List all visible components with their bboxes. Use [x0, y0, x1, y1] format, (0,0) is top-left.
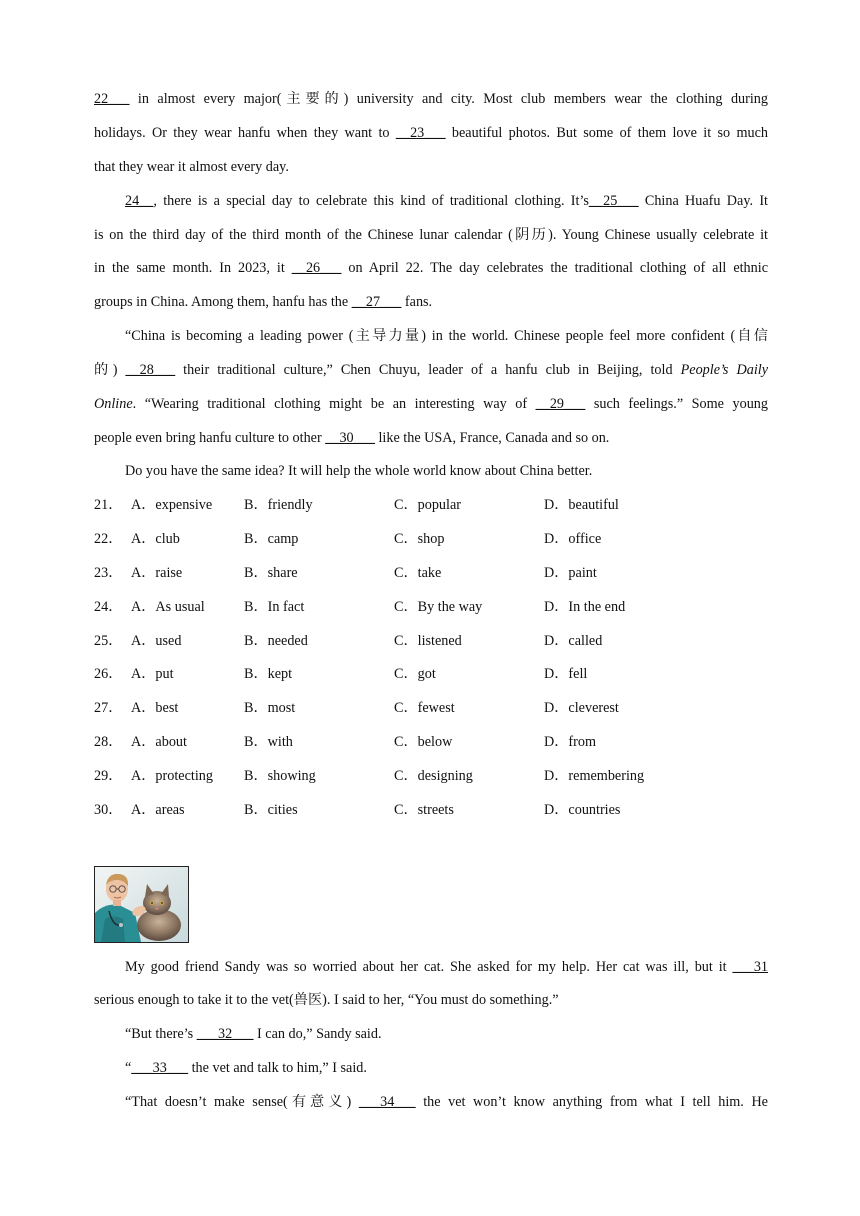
option-a: A．put — [131, 666, 174, 682]
question-number: 28． — [94, 734, 123, 750]
option-row — [94, 630, 774, 652]
text-segment: in the same month. In 2023, it — [94, 260, 292, 276]
answer-blank: ___31 — [732, 959, 768, 975]
option-d: D．office — [544, 531, 602, 547]
option-a: A．expensive — [131, 497, 213, 513]
option-b: B．most — [244, 700, 296, 716]
option-b: B．share — [244, 565, 298, 581]
option-c: C．By the way — [394, 599, 483, 615]
answer-blank: __27___ — [351, 294, 402, 310]
option-a: A．about — [131, 734, 187, 750]
option-a: A．best — [131, 700, 179, 716]
vet-cat-photo — [94, 866, 189, 943]
option-d: D．beautiful — [544, 497, 619, 513]
question-number: 29． — [94, 768, 123, 784]
paragraph-line — [125, 325, 768, 347]
text-segment: , there is a special day to celebrate this kind of traditional clothing. It’s — [153, 193, 589, 209]
text-segment: fans. — [401, 294, 433, 310]
text-segment: “ — [125, 1060, 132, 1076]
paragraph-line — [125, 1057, 768, 1079]
option-d: D．paint — [544, 565, 597, 581]
answer-blank: 22___ — [94, 91, 130, 107]
option-c: C．got — [394, 666, 436, 682]
option-row — [94, 731, 774, 753]
answer-blank: __28___ — [125, 362, 176, 378]
option-b: B．cities — [244, 802, 298, 818]
text-segment: My good friend Sandy was so worried about her cat. She asked for my help. Her cat was ill, but it — [125, 959, 733, 975]
paragraph-line — [94, 122, 768, 144]
question-number: 24． — [94, 599, 123, 615]
answer-blank: ___34___ — [358, 1094, 416, 1110]
option-row — [94, 494, 774, 516]
option-d: D．fell — [544, 666, 588, 682]
publication-title: People’s Daily — [680, 362, 768, 378]
option-d: D．In the end — [544, 599, 626, 615]
option-row — [94, 596, 774, 618]
option-c: C．listened — [394, 633, 462, 649]
text-segment: like the USA, France, Canada and so on. — [374, 430, 610, 446]
paragraph-line — [125, 1091, 768, 1113]
text-segment: “That doesn’t make sense(有意义) — [125, 1094, 359, 1110]
option-a: A．raise — [131, 565, 183, 581]
option-d: D．called — [544, 633, 603, 649]
option-d: D．from — [544, 734, 597, 750]
text-segment: people even bring hanfu culture to other — [94, 430, 326, 446]
option-b: B．friendly — [244, 497, 313, 513]
text-segment: on April 22. The day celebrates the traditional clothing of all ethnic — [341, 260, 768, 276]
option-d: D．remembering — [544, 768, 645, 784]
vet-with-cat-illustration — [95, 867, 188, 942]
answer-blank: ___33___ — [131, 1060, 189, 1076]
paragraph-line — [94, 989, 768, 1011]
answer-blank: 24__ — [125, 193, 154, 209]
text-segment: “China is becoming a leading power (主导力量) in the world. Chinese people feel more confident (自信 — [125, 328, 768, 344]
option-b: B．In fact — [244, 599, 305, 615]
option-b: B．showing — [244, 768, 316, 784]
option-c: C．take — [394, 565, 442, 581]
text-segment: beautiful photos. But some of them love it so much — [445, 125, 768, 141]
paragraph-line — [125, 1023, 768, 1045]
text-segment: I can do,” Sandy said. — [253, 1026, 382, 1042]
option-c: C．designing — [394, 768, 473, 784]
answer-blank: ___32___ — [196, 1026, 254, 1042]
text-segment: in almost every major(主要的) university and city. Most club members wear the clothing during — [129, 91, 768, 107]
option-b: B．camp — [244, 531, 299, 547]
option-row — [94, 562, 774, 584]
text-segment: Do you have the same idea? It will help the whole world know about China better. — [125, 463, 593, 479]
question-number: 30． — [94, 802, 123, 818]
answer-blank: __23___ — [395, 125, 446, 141]
option-row — [94, 765, 774, 787]
option-row — [94, 663, 774, 685]
option-b: B．with — [244, 734, 293, 750]
text-segment: China Huafu Day. It — [638, 193, 768, 209]
paragraph-line — [125, 190, 768, 212]
text-segment: “But there’s — [125, 1026, 197, 1042]
option-a: A．areas — [131, 802, 185, 818]
text-segment: groups in China. Among them, hanfu has the — [94, 294, 352, 310]
option-row — [94, 799, 774, 821]
question-number: 25． — [94, 633, 123, 649]
option-row — [94, 528, 774, 550]
option-c: C．popular — [394, 497, 461, 513]
option-a: A．used — [131, 633, 182, 649]
paragraph-line — [125, 956, 768, 978]
option-b: B．needed — [244, 633, 308, 649]
option-a: A．club — [131, 531, 180, 547]
option-c: C．below — [394, 734, 453, 750]
text-segment: that they wear it almost every day. — [94, 159, 289, 175]
option-a: A．As usual — [131, 599, 205, 615]
paragraph-line — [94, 224, 768, 246]
answer-blank: __29___ — [535, 396, 586, 412]
paragraph-line — [94, 291, 768, 313]
text-segment: the vet won’t know anything from what I tell him. He — [415, 1094, 768, 1110]
answer-blank: __26___ — [291, 260, 342, 276]
option-row — [94, 697, 774, 719]
question-number: 26． — [94, 666, 123, 682]
text-segment: serious enough to take it to the vet(兽医). I said to her, “You must do something.” — [94, 992, 559, 1008]
question-number: 23． — [94, 565, 123, 581]
option-d: D．cleverest — [544, 700, 619, 716]
paragraph-line — [94, 257, 768, 279]
text-segment: is on the third day of the third month of the Chinese lunar calendar (阴历). Young Chinese usually celebrate it — [94, 227, 768, 243]
answer-blank: __30___ — [325, 430, 375, 446]
question-number: 27． — [94, 700, 123, 716]
paragraph-line — [94, 393, 768, 415]
text-segment: the vet and talk to him,” I said. — [188, 1060, 367, 1076]
question-number: 21． — [94, 497, 123, 513]
paragraph-line — [94, 427, 768, 449]
text-segment: their traditional culture,” Chen Chuyu, leader of a hanfu club in Beijing, told — [175, 362, 681, 378]
text-segment: holidays. Or they wear hanfu when they want to — [94, 125, 396, 141]
paragraph-line — [94, 156, 768, 178]
publication-title: Online — [94, 396, 133, 412]
question-number: 22． — [94, 531, 123, 547]
option-b: B．kept — [244, 666, 293, 682]
text-segment: . “Wearing traditional clothing might be an interesting way of — [132, 396, 536, 412]
option-a: A．protecting — [131, 768, 213, 784]
option-c: C．shop — [394, 531, 445, 547]
option-c: C．streets — [394, 802, 454, 818]
answer-blank: __25___ — [588, 193, 639, 209]
option-c: C．fewest — [394, 700, 455, 716]
text-segment: 的) — [94, 362, 126, 378]
paragraph-line — [94, 88, 768, 110]
text-segment: such feelings.” Some young — [585, 396, 768, 412]
option-d: D．countries — [544, 802, 621, 818]
paragraph-line — [125, 460, 768, 482]
paragraph-line — [94, 359, 768, 381]
